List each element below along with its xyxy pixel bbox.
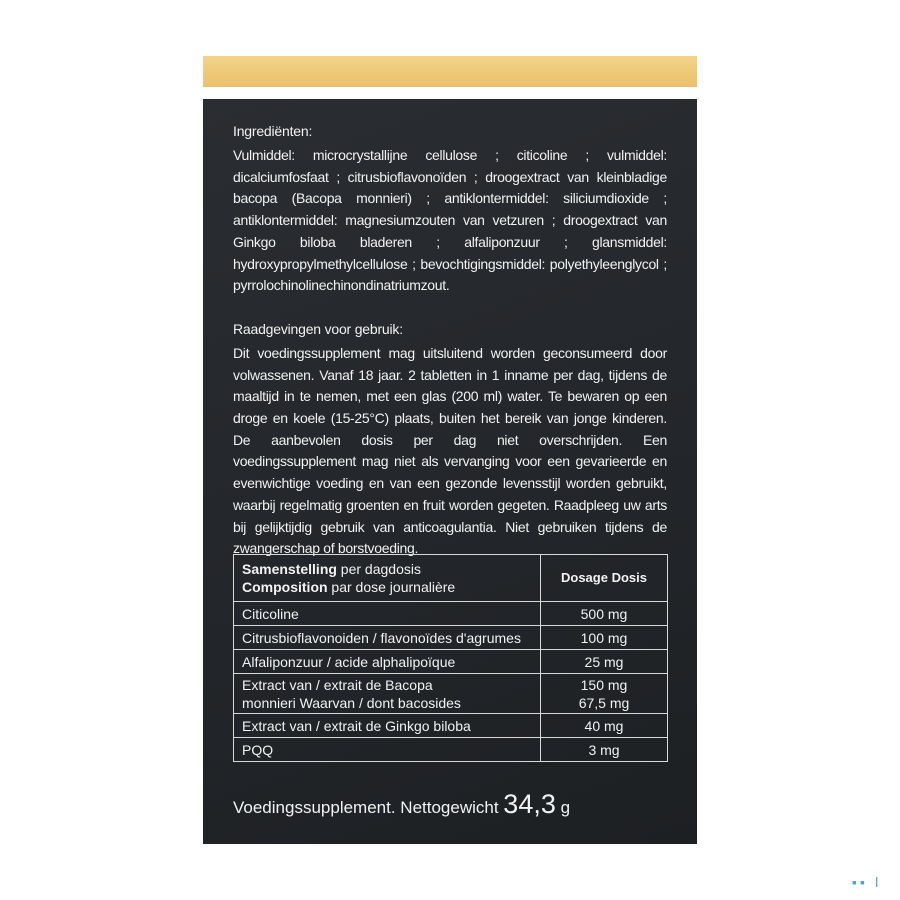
table-row: [234, 674, 668, 714]
ingredient-name-line1: Extract van / extrait de Bacopa: [242, 676, 433, 693]
top-gold-band: [203, 56, 697, 87]
label-text-block: [233, 121, 667, 560]
watermark-mark-icon: ▪▪ ǀ: [852, 874, 882, 890]
ingredients-text: Vulmiddel: microcrystallijne cellulose ; citicoline ; vulmiddel: dicalciumfosfaat ; citrusbioflavonoïden ; droogextract van kleinbladige bacopa (Bacopa monnieri) ; antiklontermiddel: siliciumdioxide ; antiklontermiddel: magnesiumzouten van vetzuren ; droogextract van Ginkgo biloba bladeren ; alfaliponzuur ; glansmiddel: hydroxypropylmethylcellulose ; bevochtigingsmiddel: polyethyleenglycol ; pyrrolochinolinechinondinatriumzout.: [233, 147, 667, 294]
advice-heading: Raadgevingen voor gebruik:: [233, 320, 403, 337]
ingredient-dose: 500 mg: [541, 602, 668, 626]
header-fr-rest: par dose journalière: [327, 579, 456, 595]
advice-text: Dit voedingssupplement mag uitsluitend worden geconsumeerd door volwassenen. Vanaf 18 jaar. 2 tabletten in 1 inname per dag, tijdens de maaltijd in te nemen, met een glas (200 ml) water. Te bewaren op een droge en koele (15-25°C) plaats, buiten het bereik van jonge kinderen. De aanbevolen dosis per dag niet overschrijden. Een voedingssupplement mag niet als vervanging voor een gevarieerde en evenwichtige voeding en van een gezonde levensstijl worden gebruikt, waarbij regelmatig groenten en fruit worden gegeten. Raadpleeg uw arts bij gelijktijdig gebruik van anticoagulantia. Niet gebruiken tijdens de zwangerschap of borstvoeding.: [233, 344, 667, 557]
ingredient-name: Citicoline: [234, 602, 541, 626]
net-weight-label: Voedingssupplement. Nettogewicht: [233, 798, 504, 817]
header-nl-bold: Samenstelling: [242, 561, 337, 577]
ingredient-name-line2: monnieri Waarvan / dont bacosides: [242, 694, 461, 711]
dose-header: Dosage Dosis: [541, 555, 668, 602]
ingredient-dose: 3 mg: [541, 738, 668, 762]
net-weight-amount: 34,3: [503, 789, 556, 819]
ingredient-dose: [541, 674, 668, 714]
header-nl-rest: per dagdosis: [336, 561, 421, 577]
ingredient-dose-line2: 67,5 mg: [578, 694, 630, 711]
ingredient-dose: 25 mg: [541, 650, 668, 674]
table-header-row: [234, 555, 668, 602]
table-row: [234, 738, 668, 762]
ingredients-heading: Ingrediënten:: [233, 123, 313, 139]
band-separator: [203, 87, 697, 99]
ingredient-dose: 100 mg: [541, 626, 668, 650]
ingredient-dose: 40 mg: [541, 714, 668, 738]
composition-header: [234, 555, 541, 602]
table-row: [234, 626, 668, 650]
header-fr-bold: Composition: [242, 579, 328, 595]
net-weight-line: [233, 789, 570, 820]
ingredient-name: Citrusbioflavonoiden / flavonoïdes d'agrumes: [234, 626, 541, 650]
ingredient-dose-line1: 150 mg: [580, 676, 628, 693]
table-row: [234, 650, 668, 674]
ingredient-name: [234, 674, 541, 714]
ingredient-name: Alfaliponzuur / acide alphalipoïque: [234, 650, 541, 674]
ingredient-name: PQQ: [234, 738, 541, 762]
table-row: [234, 602, 668, 626]
table-row: [234, 714, 668, 738]
label-panel: [203, 99, 697, 844]
net-weight-unit: g: [555, 798, 571, 817]
ingredient-name: Extract van / extrait de Ginkgo biloba: [234, 714, 541, 738]
composition-table: [233, 554, 668, 762]
